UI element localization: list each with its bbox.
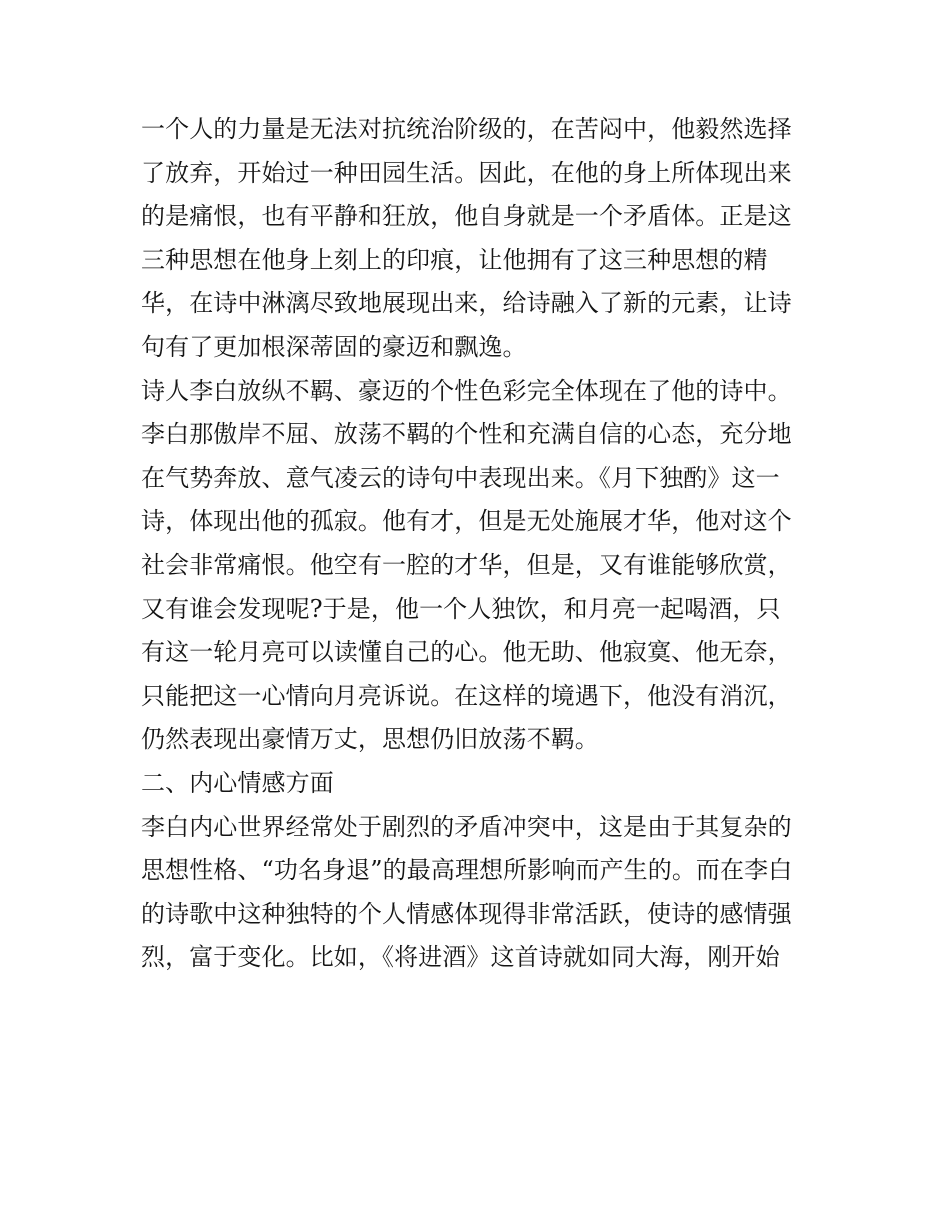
text-line: 烈，富于变化。比如，《将进酒》这首诗就如同大海，刚开始 <box>141 943 780 972</box>
text-line: 李白内心世界经常处于剧烈的矛盾冲突中，这是由于其复杂的 <box>141 812 792 841</box>
text-line: 的诗歌中这种独特的个人情感体现得非常活跃，使诗的感情强 <box>141 899 792 928</box>
text-line: 仍然表现出豪情万丈，思想仍旧放荡不羁。 <box>141 725 599 754</box>
text-line: 李白那傲岸不屈、放荡不羁的个性和充满自信的心态，充分地 <box>141 420 792 449</box>
section-heading: 二、内心情感方面 <box>141 768 334 797</box>
text-line: 了放弃，开始过一种田园生活。因此，在他的身上所体现出来 <box>141 158 792 187</box>
text-line: 诗人李白放纵不羁、豪迈的个性色彩完全体现在了他的诗中。 <box>141 376 792 405</box>
text-line: 思想性格、“功名身退”的最高理想所影响而产生的。而在李白 <box>141 856 793 885</box>
text-line: 又有谁会发现呢?于是，他一个人独饮，和月亮一起喝酒，只 <box>141 594 781 623</box>
text-line: 三种思想在他身上刻上的印痕，让他拥有了这三种思想的精 <box>141 245 768 274</box>
text-line: 句有了更加根深蒂固的豪迈和飘逸。 <box>141 332 527 361</box>
text-line: 一个人的力量是无法对抗统治阶级的，在苦闷中，他毅然选择 <box>141 115 792 143</box>
text-line: 华，在诗中淋漓尽致地展现出来，给诗融入了新的元素，让诗 <box>141 289 792 318</box>
text-line: 有这一轮月亮可以读懂自己的心。他无助、他寂寞、他无奈， <box>141 638 792 667</box>
text-line: 在气势奔放、意气凌云的诗句中表现出来。《月下独酌》这一 <box>141 463 780 492</box>
text-line: 的是痛恨，也有平静和狂放，他自身就是一个矛盾体。正是这 <box>141 202 792 231</box>
text-line: 社会非常痛恨。他空有一腔的才华，但是，又有谁能够欣赏， <box>141 550 792 579</box>
text-line: 诗，体现出他的孤寂。他有才，但是无处施展才华，他对这个 <box>141 507 792 536</box>
text-line: 只能把这一心情向月亮诉说。在这样的境遇下，他没有消沉， <box>141 681 792 710</box>
document-body <box>141 108 831 980</box>
